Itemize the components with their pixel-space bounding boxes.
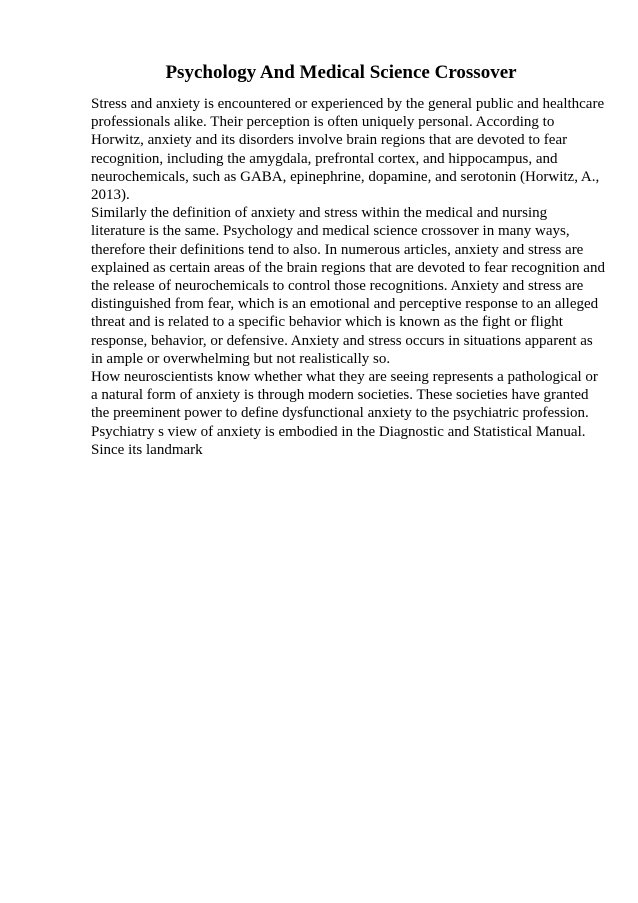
text-line: in ample or overwhelming but not realistically so.: [91, 350, 391, 367]
text-line: the preeminent power to define dysfunctional anxiety to the psychiatric profession.: [91, 405, 589, 422]
paragraph-3: [91, 368, 601, 459]
paragraph-1: [91, 95, 605, 204]
text-line: response, behavior, or defensive. Anxiety and stress occurs in situations apparent as: [91, 332, 593, 349]
text-line: Psychiatry s view of anxiety is embodied in the Diagnostic and Statistical Manual.: [91, 423, 586, 440]
text-line: Since its landmark: [91, 441, 203, 458]
text-line: 2013).: [91, 187, 130, 204]
text-line: distinguished from fear, which is an emotional and perceptive response to an alleged: [91, 296, 599, 313]
text-line: recognition, including the amygdala, prefrontal cortex, and hippocampus, and: [91, 150, 558, 167]
text-line: Stress and anxiety is encountered or experienced by the general public and healthcare: [91, 96, 605, 112]
text-line: therefore their definitions tend to also. In numerous articles, anxiety and stress are: [91, 241, 584, 258]
text-line: threat and is related to a specific behavior which is known as the fight or flight: [91, 314, 563, 331]
document-title: Psychology And Medical Science Crossover: [165, 62, 517, 83]
text-line: neurochemicals, such as GABA, epinephrine, dopamine, and serotonin (Horwitz, A.,: [91, 168, 600, 185]
text-line: professionals alike. Their perception is often uniquely personal. According to: [91, 114, 555, 131]
text-line: How neuroscientists know whether what they are seeing represents a pathological or: [91, 369, 598, 386]
text-line: a natural form of anxiety is through modern societies. These societies have granted: [91, 387, 589, 404]
text-line: the release of neurochemicals to control those recognitions. Anxiety and stress are: [91, 278, 584, 295]
text-line: Horwitz, anxiety and its disorders involve brain regions that are devoted to fear: [91, 132, 568, 149]
document-body: [91, 95, 605, 459]
text-line: Similarly the definition of anxiety and stress within the medical and nursing: [91, 205, 548, 222]
text-line: explained as certain areas of the brain regions that are devoted to fear recognition and: [91, 259, 605, 276]
text-line: literature is the same. Psychology and medical science crossover in many ways,: [91, 223, 570, 240]
paragraph-2: [91, 204, 605, 368]
